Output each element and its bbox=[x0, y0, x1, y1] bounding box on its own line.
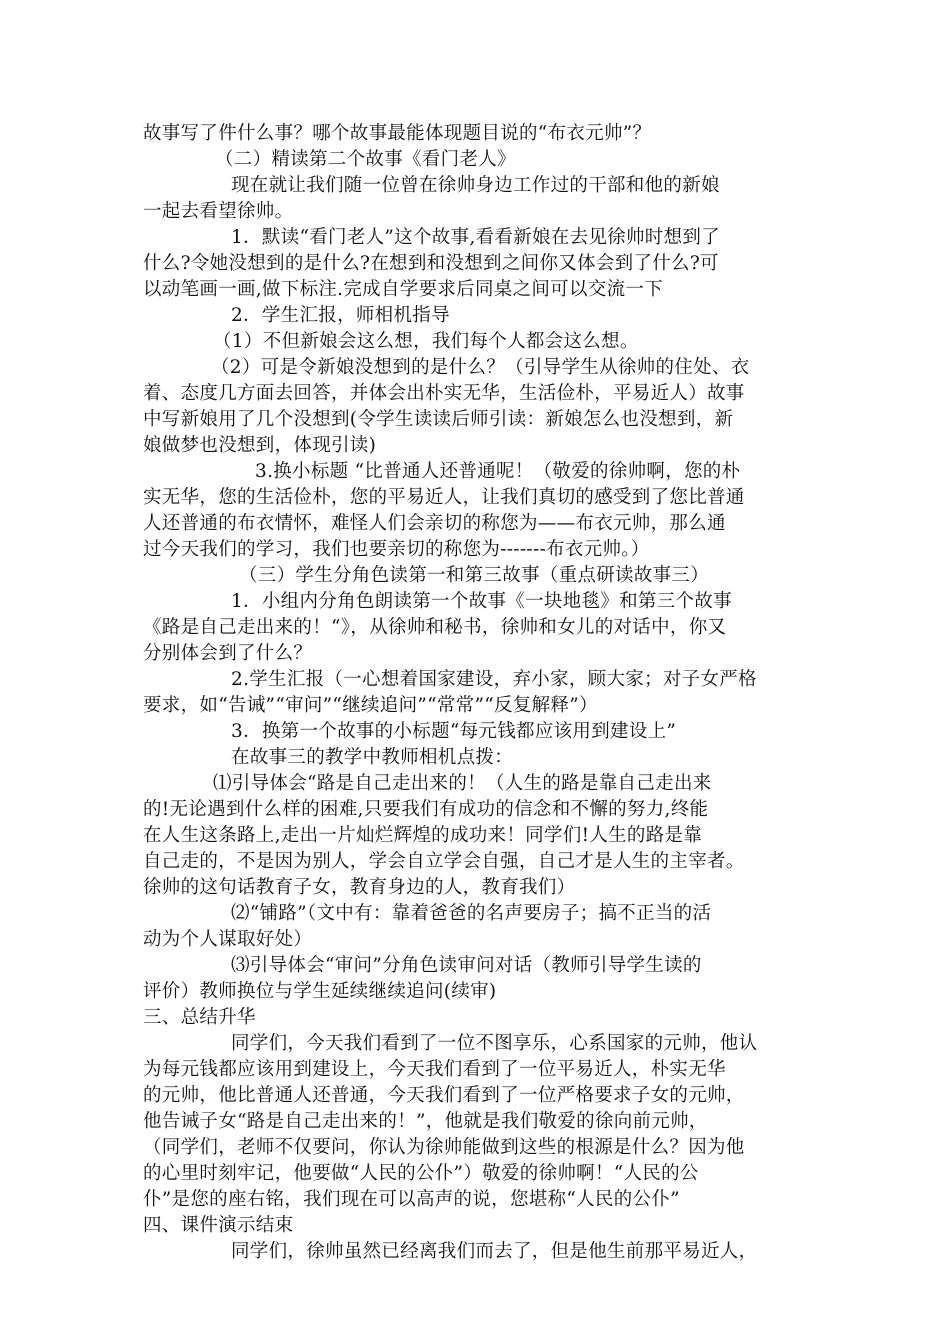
text-line: 的心里时刻牢记，他要做“人民的公仆”）敬爱的徐帅啊！“人民的公 bbox=[143, 1163, 699, 1184]
text-line: 2．学生汇报，师相机指导 bbox=[231, 305, 450, 326]
section-heading: （二）精读第二个故事《看门老人》 bbox=[215, 149, 516, 170]
document-body bbox=[143, 121, 813, 1265]
text-line: 动为个人谋取好处） bbox=[143, 929, 313, 950]
text-line: （2）可是令新娘没想到的是什么？（引导学生从徐帅的住处、衣 bbox=[211, 357, 750, 378]
text-line: 分别体会到了什么？ bbox=[143, 643, 313, 664]
text-line: 1．小组内分角色朗读第一个故事《一块地毯》和第三个故事 bbox=[231, 591, 732, 612]
text-line: 过今天我们的学习，我们也要亲切的称您为-------布衣元帅。） bbox=[143, 539, 650, 560]
text-line: 中写新娘用了几个没想到(令学生读读后师引读：新娘怎么也没想到，新 bbox=[143, 409, 734, 430]
text-line: 在故事三的教学中教师相机点拨： bbox=[231, 747, 514, 768]
text-line: ⑴引导体会“路是自己走出来的！（人生的路是靠自己走出来 bbox=[213, 773, 712, 794]
text-line: 故事写了件什么事？哪个故事最能体现题目说的“布衣元帅”？ bbox=[143, 123, 652, 144]
text-line: 他告诫子女“路是自己走出来的！”，他就是我们敬爱的徐向前元帅， bbox=[143, 1111, 708, 1132]
text-line: 现在就让我们随一位曾在徐帅身边工作过的干部和他的新娘 bbox=[231, 175, 720, 196]
text-line: 一起去看望徐帅。 bbox=[143, 201, 294, 222]
text-line: 同学们，今天我们看到了一位不图享乐，心系国家的元帅，他认 bbox=[231, 1033, 758, 1054]
text-line: ⑶引导体会“审问”分角色读审问对话（教师引导学生读的 bbox=[231, 955, 702, 976]
text-line: 实无华，您的生活俭朴，您的平易近人，让我们真切的感受到了您比普通 bbox=[143, 487, 745, 508]
text-line: （同学们，老师不仅要问，你认为徐帅能做到这些的根源是什么？因为他 bbox=[143, 1137, 745, 1158]
text-line: （1）不但新娘会这么想，我们每个人都会这么想。 bbox=[213, 331, 639, 352]
text-line: 1．默读“看门老人”这个故事,看看新娘在去见徐帅时想到了 bbox=[231, 227, 720, 248]
text-line: 为每元钱都应该用到建设上，今天我们看到了一位平易近人，朴实无华 bbox=[143, 1059, 726, 1080]
text-line: 要求，如“告诫”“审问”“继续追问”“常常”“反复解释”） bbox=[143, 695, 598, 716]
text-line: 娘做梦也没想到，体现引读) bbox=[143, 435, 377, 456]
text-line: 评价）教师换位与学生延续继续追问(续审) bbox=[143, 981, 497, 1002]
text-line: 在人生这条路上,走出一片灿烂辉煌的成功来！同学们!人生的路是靠 bbox=[143, 825, 703, 846]
section-heading: 四、课件演示结束 bbox=[143, 1215, 294, 1236]
text-line: 以动笔画一画,做下标注.完成自学要求后同桌之间可以交流一下 bbox=[143, 279, 663, 300]
text-line: 3．换第一个故事的小标题“每元钱都应该用到建设上” bbox=[231, 721, 677, 742]
section-heading: （三）学生分角色读第一和第三故事（重点研读故事三） bbox=[239, 565, 710, 586]
section-heading: 三、总结升华 bbox=[143, 1007, 256, 1028]
text-line: 什么?令她没想到的是什么?在想到和没想到之间你又体会到了什么?可 bbox=[143, 253, 719, 274]
text-line: 的元帅，他比普通人还普通，今天我们看到了一位严格要求子女的元帅， bbox=[143, 1085, 745, 1106]
text-line: 着、态度几方面去回答，并体会出朴实无华，生活俭朴，平易近人）故事 bbox=[143, 383, 745, 404]
text-line: 2.学生汇报（一心想着国家建设，弃小家，顾大家；对子女严格 bbox=[231, 669, 757, 690]
text-line: 的!无论遇到什么样的困难,只要我们有成功的信念和不懈的努力,终能 bbox=[143, 799, 709, 820]
text-line: 自己走的，不是因为别人，学会自立学会自强，自己才是人生的主宰者。 bbox=[143, 851, 745, 872]
text-line: 人还普通的布衣情怀，难怪人们会亲切的称您为——布衣元帅，那么通 bbox=[143, 513, 726, 534]
text-line: 3.换小标题 “比普通人还普通呢！（敬爱的徐帅啊，您的朴 bbox=[255, 461, 741, 482]
text-line: ⑵“铺路”（文中有：靠着爸爸的名声要房子；搞不正当的活 bbox=[231, 903, 712, 924]
text-line: 仆”是您的座右铭，我们现在可以高声的说，您堪称“人民的公仆” bbox=[143, 1189, 680, 1210]
text-line: 《路是自己走出来的！“》，从徐帅和秘书，徐帅和女儿的对话中，你又 bbox=[143, 617, 727, 638]
text-line: 同学们，徐帅虽然已经离我们而去了，但是他生前那平易近人， bbox=[231, 1241, 758, 1262]
text-line: 徐帅的这句话教育子女，教育身边的人，教育我们） bbox=[143, 877, 576, 898]
